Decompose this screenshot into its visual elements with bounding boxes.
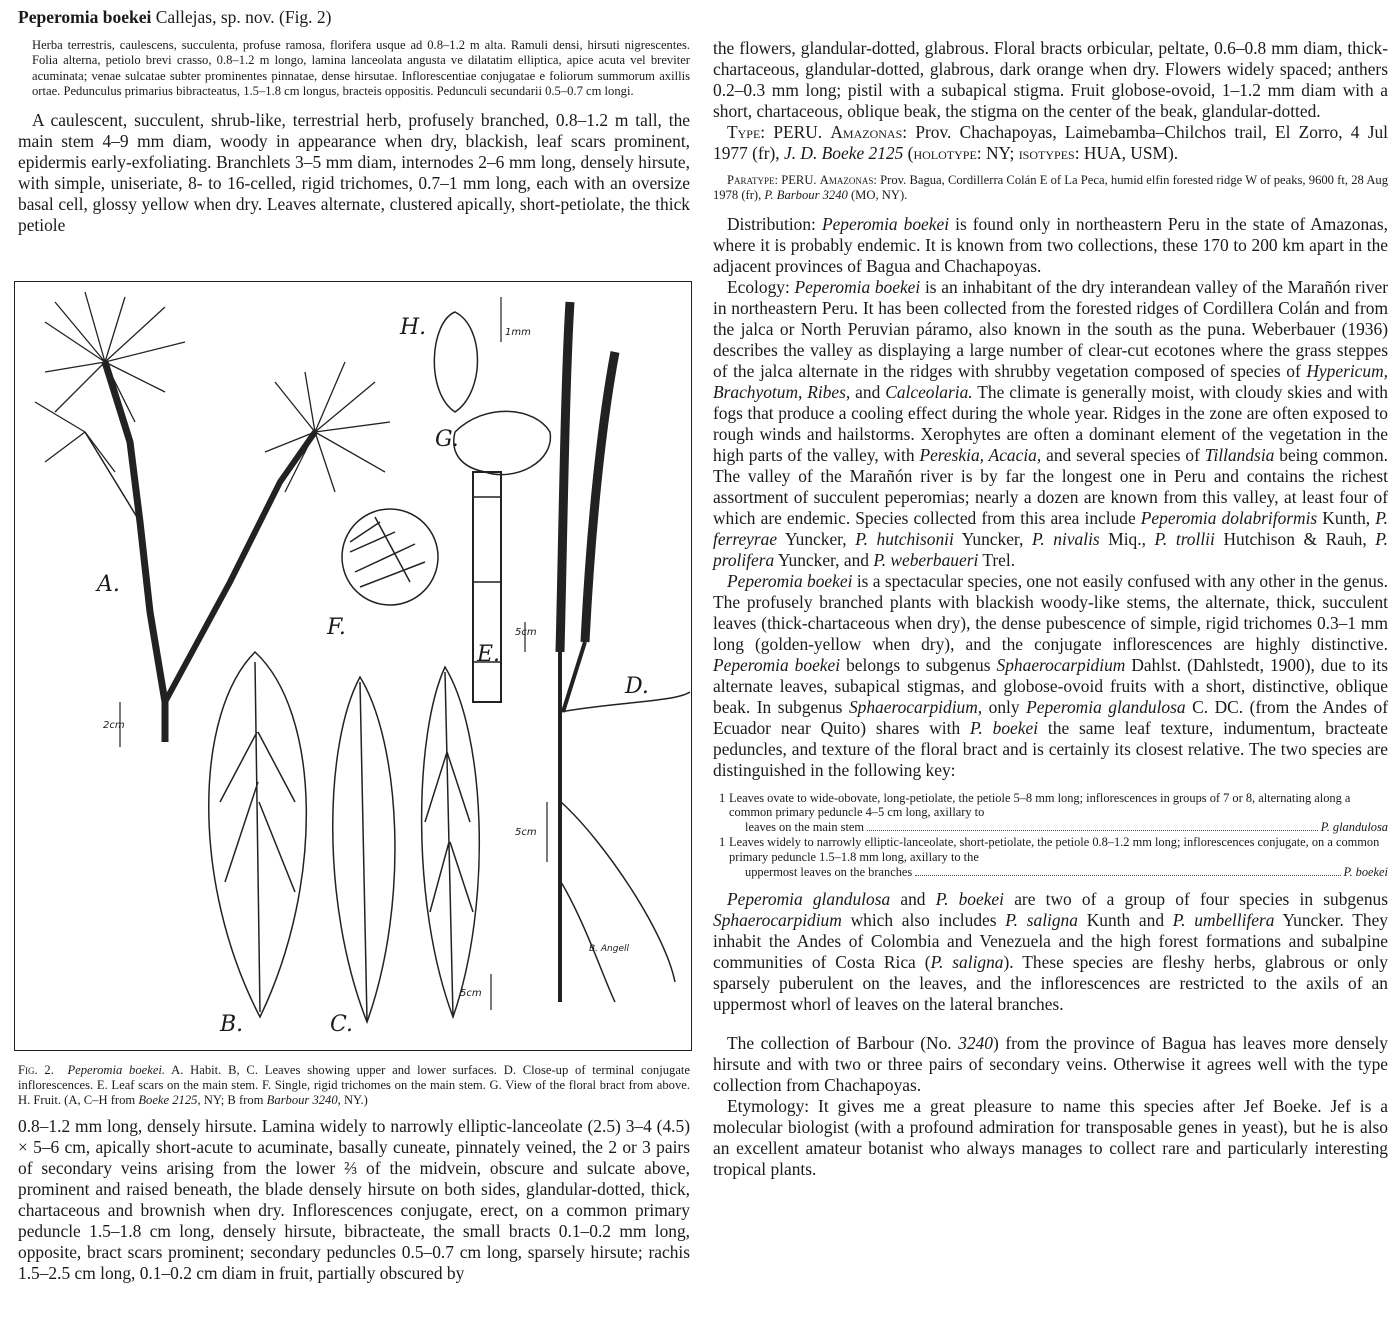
key-line2 [729,865,1388,880]
key-line2-text: uppermost leaves on the branches [745,864,913,879]
species-name: Peperomia boekei [18,7,152,27]
eco-a6: Yuncker, and [777,549,869,570]
paratype-citation [713,173,1388,204]
caption-coll2: Barbour 3240, [266,1093,341,1108]
type-holo: (holotype: [907,143,982,163]
label-f: F. [327,615,346,640]
gr-t3: which also includes [850,910,997,931]
label-g: G. [435,427,459,452]
key-line1: Leaves ovate to wide-obovate, long-petiolate, the petiole 5–8 mm long; inflorescences in groups of 7 or 8, alternating along a common primary peduncle 4–5 cm long, axillary to [729,790,1351,820]
left-column [18,0,690,236]
label-h: H. [400,315,427,340]
label-c: C. [330,1012,354,1037]
scale-5cm-e: 5cm [515,627,537,638]
sp-t3: Dahlst. (Dahlstedt, 1900), due to its alternate leaves, subapical stigmas, and globose-ovoid fruits with a short, distinctive, oblique beak. In subgenus [713,654,1388,717]
eco-g2: Calceolaria. [885,381,973,402]
label-e: E. [477,642,501,667]
eco-a1: Kunth, [1322,507,1371,528]
key-line1: Leaves widely to narrowly elliptic-lanceolate, short-petiolate, the petiole 0.8–1.2 mm long; inflorescences conjugate, on a common primary peduncle 1.5–1.8 mm long, axillary to the [729,834,1380,864]
eco-s5: P. trollii [1154,528,1215,549]
type-ny: NY; [985,143,1015,163]
type-herb: HUA, USM). [1083,143,1179,163]
caption-coll1: Boeke 2125, [138,1093,201,1108]
key-line2 [729,820,1388,835]
gr-s6: P. saligna [930,952,1004,973]
type-amaz: Amazonas: [830,122,908,142]
gr-s5: P. umbellifera [1172,910,1275,931]
gr-t5: Yuncker. They inhabit the Andes of Colombia and Venezuela and the high forest formations and subalpine communities of Costa Rica ( [713,910,1389,973]
description-part2: 0.8–1.2 mm long, densely hirsute. Lamina widely to narrowly elliptic-lanceolate (2.5) 3–4 (4.5) × 5–6 cm, apically short-acute to acuminate, basally cuneate, pinnately veined, the 2 or 3 pairs of secondary veins arising from the lower ⅔ of the midvein, obscure and sulcate above, prominent and raised beneath, the blade densely hirsute on both sides, glandular-dotted, thick, chartaceous and brownish when dry. Inflorescences conjugate, erect, on a common primary peduncle 1.5–1.8 cm long, densely hirsute, bibracteate, the small bracts 0.1–0.2 mm long, opposite, bract scars prominent; secondary peduncles 0.5–0.7 cm long, sparsely hirsute; rachis 1.5–2.5 cm long, 0.1–0.2 cm diam in fruit, partially obscured by [18,1115,690,1283]
paratype-t2: Prov. Bagua, Cordillerra Colán E of La Peca, humid elfin forested ridge W of peaks, 9600 ft, 28 Aug 1978 (fr), [713,173,1389,203]
eco-g4: Tillandsia [1204,444,1275,465]
sp-sp3: Peperomia glandulosa [1026,696,1186,717]
type-label: Type: [727,122,766,142]
spectacular-para [713,571,1388,781]
key-num: 1 [719,790,726,805]
identification-key [713,791,1388,880]
scale-1mm: 1mm [505,327,531,338]
eco-t5: being common. The valley of the Marañón river is by far the longest one in Peru and contains the richest assortment of succulent peperomias; nearly a dozen are known from this valley, at least four of which are endemic. Species collected from this area include [713,444,1388,528]
gr-t1: and [900,889,926,910]
description-part1: A caulescent, succulent, shrub-like, terrestrial herb, profusely branched, 0.8–1.2 m tall, the main stem 4–9 mm diam, woody in appearance when dry, blackish, leaf scars prominent, epidermis early-exfoliating. Branchlets 3–5 mm diam, internodes 2–6 mm long, densely hirsute, with simple, uniseriate, 8- to 16-celled, rigid trichomes, 0.7–1 mm long, each with an oversize basal cell, glossy yellow when dry. Leaves alternate, clustered apically, short-petiolate, the thick petiole [18,110,690,236]
artist-signature: B. Angell [589,944,630,954]
sp-t5: C. DC. (from the Andes of Ecuador near Quito) shares with [713,696,1388,738]
gr-s2: P. boekei [935,889,1004,910]
key-taxon: P. glandulosa [1320,820,1388,835]
eco-s6: P. prolifera [713,528,1389,570]
gr-t4: Kunth and [1086,910,1165,931]
gr-t6: ). These species are fleshy herbs, glabrous or only sparsely puberulent on the leaves, and the inflorescences are restricted to the axils of an uppermost whorl of leaves on the lateral branches. [713,952,1389,1015]
label-a: A. [97,572,120,597]
botanical-illustration [15,282,691,1050]
eco-a2: Yuncker, [785,528,847,549]
gr-s1: Peperomia glandulosa [727,889,891,910]
paratype-coll: P. Barbour 3240 [764,188,848,203]
type-iso: isotypes: [1018,143,1080,163]
distribution [713,214,1388,277]
type-t2: Prov. Chachapoyas, Laimebamba–Chilchos trail, El Zorro, 4 Jul 1977 (fr), [713,122,1388,163]
sp-t1: is a spectacular species, one not easily confused with any other in the genus. The profusely branched plants with blackish woody-like stems, the alternate, thick, succulent leaves (thick-chartaceous when dry), the dense pubescence of simple, rigid trichomes 0.3–1 mm long (golden-yellow when dry), and the conjugate inflorescences are highly distinctive. [713,570,1388,654]
scale-2cm: 2cm [103,720,125,731]
eco-a5: Hutchison & Rauh, [1223,528,1367,549]
latin-diagnosis: Herba terrestris, caulescens, succulenta, profuse ramosa, florifera usque ad 0.8–1.2 m alta. Ramuli densi, hirsuti nigrescentes. Folia alterna, petiolo brevi crasso, 0.8–1.2 m longo, lamina lanceolata angusta ve dilatatim elliptica, apice acuta vel breviter acuminata; venae sulcatae subter prominentes pinnatae, dense hirsutae. Inflorescentiae conjugatae e foliorum summorum axillis ortae. Pedunculus primarius bibracteatus, 1.5–1.8 cm longus, bracteis oppositis. Pedunculi secundarii 0.5–0.7 cm longi. [32,38,690,98]
sp-t4: only [988,696,1020,717]
eco-a4: Miq., [1108,528,1146,549]
sp-t2: belongs to subgenus [846,654,991,675]
label-d: D. [625,674,649,699]
type-citation [713,122,1388,164]
species-author: Callejas, sp. nov. (Fig. 2) [155,7,332,27]
caption-fig: Fig. 2. [18,1063,54,1077]
caption-species: Peperomia boekei. [67,1063,166,1077]
eco-g1: Hypericum, Brachyotum, Ribes, [713,360,1388,402]
paratype-t3: (MO, NY). [850,188,908,203]
eco-s2: P. ferreyrae [713,507,1388,549]
paratype-amaz: Amazonas: [819,173,877,187]
figure-plate [14,281,692,1051]
caption-text: A. Habit. B, C. Leaves showing upper and lower surfaces. D. Close-up of terminal conjugate inflorescences. E. Leaf scars on the main stem. F. Single, rigid trichomes on the main stem. G. View of the floral bract from above. H. Fruit. (A, C–H from [18,1063,691,1108]
eco-sp: Peperomia boekei [794,276,921,297]
label-b: B. [220,1012,244,1037]
eco-a3: Yuncker, [961,528,1024,549]
sp-sp2: Peperomia boekei [713,654,841,675]
eco-t2: and [855,381,881,402]
scale-5cm-c: 5cm [460,988,482,999]
barbour-para [713,1033,1388,1096]
eco-t3: The climate is generally moist, with cloudy skies and with fogs that produce a cooling effect during the whole year. Ridges in the zone are often exposed to rough winds and hailstorms. Xerophytes are often a dominant element of the vegetation in the high parts of the valley, with [713,381,1388,465]
etymology-para: Etymology: It gives me a great pleasure to name this species after Jef Boeke. Jef is a molecular biologist (with a profound admiration for transposable genes in yeast), but he is also an excellent amateur botanist who always manages to collect rare and particularly interesting tropical plants. [713,1096,1388,1180]
species-heading [18,7,690,28]
key-line2-text: leaves on the main stem [745,820,865,835]
type-coll: J. D. Boeke 2125 [784,143,904,163]
sp-t6: the same leaf texture, indumentum, bracteate peduncles, and texture of the floral bract and is certainly its closest relative. The two species are distinguished in the following key: [713,717,1388,780]
gr-t2: are two of a group of four species in subgenus [1014,889,1388,910]
ecology [713,277,1388,571]
right-column [713,38,1388,1180]
sp-sp4: P. boekei [970,717,1039,738]
eco-t4: and several species of [1046,444,1200,465]
dist-sp: Peperomia boekei [821,213,950,234]
sp-sub2: Sphaerocarpidium, [848,696,983,717]
caption-ny1: NY; B from [203,1093,264,1108]
gr-s4: P. saligna [1005,910,1078,931]
eco-s4: P. nivalis [1031,528,1100,549]
left-lower [18,1063,690,1284]
key-num: 1 [719,834,726,849]
key-couplet-1 [713,791,1388,835]
paratype-label: Paratype: [727,173,779,187]
caption-ny2: NY.) [343,1093,368,1108]
group-para [713,889,1388,1015]
bb-t2: ) from the province of Bagua has leaves more densely hirsute and with two or three pairs of secondary veins. Otherwise it agrees well with the type collection from Chachapoyas. [713,1033,1388,1096]
eco-g3: Pereskia, Acacia, [919,444,1042,465]
bb-t1: The collection of Barbour (No. [727,1033,952,1054]
eco-lead: Ecology: [727,276,790,297]
key-taxon: P. boekei [1343,864,1388,879]
sp-sp: Peperomia boekei [727,570,853,591]
key-couplet-2 [713,835,1388,879]
dist-text: is found only in northeastern Peru in the state of Amazonas, where it is probably endemic. It is known from two collections, these 170 to 200 km apart in the adjacent provinces of Bagua and Chachapoyas. [713,213,1388,276]
figure-caption [18,1063,690,1109]
description-cont: the flowers, glandular-dotted, glabrous. Floral bracts orbicular, peltate, 0.6–0.8 mm diam, thick-chartaceous, glandular-dotted, glabrous, dark orange when dry. Flowers widely spaced; anthers 0.2–0.3 mm long; pistil with a subapical stigma. Fruit globose-ovoid, 1–1.2 mm diam with a short, chartaceous, oblique beak, the stigma on the center of the beak, glandular-dotted. [713,38,1388,121]
eco-a7: Trel. [982,549,1016,570]
type-t1: PERU. [773,122,823,142]
scale-5cm-d: 5cm [515,827,537,838]
eco-s7: P. weberbaueri [873,549,979,570]
paratype-t1: PERU. [781,173,817,187]
eco-t1: is an inhabitant of the dry interandean valley of the Marañón river in northeastern Peru. It has been collected from the forested ridges of Cordillera Colán and from the jalca or North Peruvian páramo, also known in the south as the puna. Weberbauer (1936) describes the valley as displaying a large number of clear-cut ecotones where the grass steppes of the jalca alternate in the ridges with shrubby vegetation composed of species of [713,276,1388,381]
sp-sub1: Sphaerocarpidium [996,654,1126,675]
dist-lead: Distribution: [727,213,816,234]
eco-s1: Peperomia dolabriformis [1140,507,1318,528]
bb-num: 3240 [958,1033,993,1054]
gr-s3: Sphaerocarpidium [713,910,842,931]
eco-s3: P. hutchisonii [855,528,954,549]
